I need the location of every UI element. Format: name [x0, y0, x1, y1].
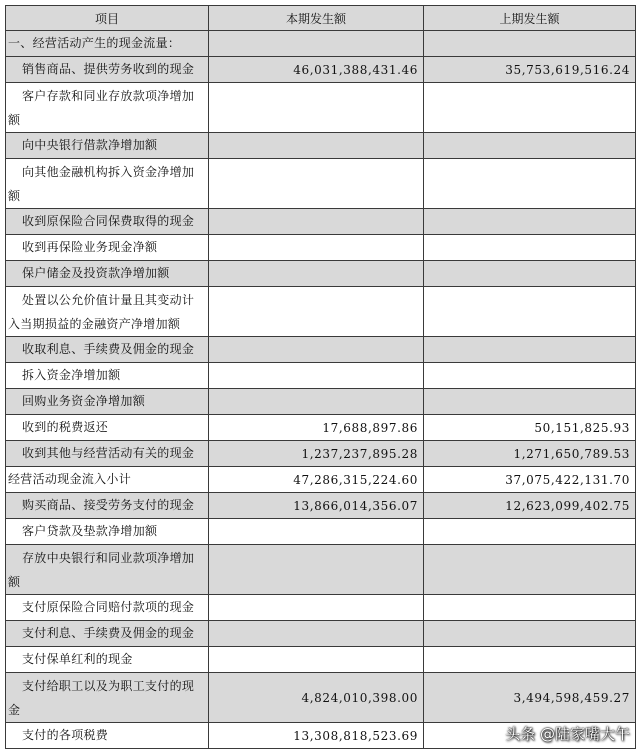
table-header-row — [6, 6, 636, 31]
current-period-amount — [209, 545, 424, 595]
header-current-period: 本期发生额 — [209, 6, 424, 31]
current-period-amount — [209, 647, 424, 673]
previous-period-amount — [424, 287, 636, 337]
current-period-amount: 13,866,014,356.07 — [209, 493, 424, 519]
table-row — [6, 159, 636, 209]
previous-period-amount — [424, 389, 636, 415]
table-row — [6, 209, 636, 235]
previous-period-amount: 1,271,650,789.53 — [424, 441, 636, 467]
row-label: 支付给职工以及为职工支付的现金 — [6, 673, 209, 723]
previous-period-amount: 3,494,598,459.27 — [424, 673, 636, 723]
table-row — [6, 647, 636, 673]
header-previous-period: 上期发生额 — [424, 6, 636, 31]
previous-period-amount — [424, 545, 636, 595]
current-period-amount: 13,308,818,523.69 — [209, 723, 424, 749]
row-label: 收到的税费返还 — [6, 415, 209, 441]
table-row — [6, 673, 636, 723]
header-item: 项目 — [6, 6, 209, 31]
current-period-amount — [209, 83, 424, 133]
row-label: 收到原保险合同保费取得的现金 — [6, 209, 209, 235]
row-label: 客户存款和同业存放款项净增加额 — [6, 83, 209, 133]
previous-period-amount — [424, 209, 636, 235]
table-row — [6, 595, 636, 621]
table-row — [6, 467, 636, 493]
row-label: 支付利息、手续费及佣金的现金 — [6, 621, 209, 647]
table-row — [6, 133, 636, 159]
current-period-amount — [209, 621, 424, 647]
current-period-amount — [209, 287, 424, 337]
previous-period-amount — [424, 337, 636, 363]
previous-period-amount: 12,623,099,402.75 — [424, 493, 636, 519]
current-period-amount — [209, 235, 424, 261]
row-label: 存放中央银行和同业款项净增加额 — [6, 545, 209, 595]
row-label: 一、经营活动产生的现金流量： — [6, 31, 209, 57]
previous-period-amount — [424, 621, 636, 647]
current-period-amount — [209, 363, 424, 389]
row-label: 经营活动现金流入小计 — [6, 467, 209, 493]
current-period-amount: 47,286,315,224.60 — [209, 467, 424, 493]
table-row — [6, 83, 636, 133]
current-period-amount: 17,688,897.86 — [209, 415, 424, 441]
row-label: 向其他金融机构拆入资金净增加额 — [6, 159, 209, 209]
row-label: 拆入资金净增加额 — [6, 363, 209, 389]
row-label: 客户贷款及垫款净增加额 — [6, 519, 209, 545]
table-row — [6, 389, 636, 415]
previous-period-amount: 50,151,825.93 — [424, 415, 636, 441]
table-row — [6, 519, 636, 545]
current-period-amount — [209, 31, 424, 57]
table-row — [6, 57, 636, 83]
current-period-amount — [209, 595, 424, 621]
row-label: 向中央银行借款净增加额 — [6, 133, 209, 159]
table-row — [6, 363, 636, 389]
previous-period-amount — [424, 595, 636, 621]
previous-period-amount — [424, 261, 636, 287]
row-label: 回购业务资金净增加额 — [6, 389, 209, 415]
previous-period-amount — [424, 647, 636, 673]
current-period-amount — [209, 209, 424, 235]
previous-period-amount — [424, 519, 636, 545]
previous-period-amount — [424, 363, 636, 389]
current-period-amount: 4,824,010,398.00 — [209, 673, 424, 723]
current-period-amount — [209, 133, 424, 159]
table-row — [6, 261, 636, 287]
current-period-amount — [209, 159, 424, 209]
current-period-amount: 46,031,388,431.46 — [209, 57, 424, 83]
row-label: 支付保单红利的现金 — [6, 647, 209, 673]
row-label: 处置以公允价值计量且其变动计入当期损益的金融资产净增加额 — [6, 287, 209, 337]
table-row — [6, 337, 636, 363]
row-label: 保户储金及投资款净增加额 — [6, 261, 209, 287]
table-row — [6, 621, 636, 647]
row-label: 收到其他与经营活动有关的现金 — [6, 441, 209, 467]
current-period-amount — [209, 261, 424, 287]
previous-period-amount — [424, 31, 636, 57]
table-row — [6, 441, 636, 467]
previous-period-amount — [424, 235, 636, 261]
table-row — [6, 415, 636, 441]
cash-flow-table — [5, 5, 636, 749]
table-row — [6, 235, 636, 261]
row-label: 销售商品、提供劳务收到的现金 — [6, 57, 209, 83]
row-label: 支付的各项税费 — [6, 723, 209, 749]
previous-period-amount: 37,075,422,131.70 — [424, 467, 636, 493]
previous-period-amount — [424, 133, 636, 159]
table-row — [6, 31, 636, 57]
current-period-amount — [209, 337, 424, 363]
previous-period-amount — [424, 159, 636, 209]
previous-period-amount — [424, 83, 636, 133]
previous-period-amount: 35,753,619,516.24 — [424, 57, 636, 83]
row-label: 收取利息、手续费及佣金的现金 — [6, 337, 209, 363]
table-row — [6, 493, 636, 519]
current-period-amount: 1,237,237,895.28 — [209, 441, 424, 467]
row-label: 购买商品、接受劳务支付的现金 — [6, 493, 209, 519]
current-period-amount — [209, 389, 424, 415]
row-label: 收到再保险业务现金净额 — [6, 235, 209, 261]
watermark: 头条 @陆家嘴大午 — [505, 725, 630, 743]
row-label: 支付原保险合同赔付款项的现金 — [6, 595, 209, 621]
current-period-amount — [209, 519, 424, 545]
table-body — [6, 31, 636, 749]
table-row — [6, 545, 636, 595]
table-row — [6, 287, 636, 337]
